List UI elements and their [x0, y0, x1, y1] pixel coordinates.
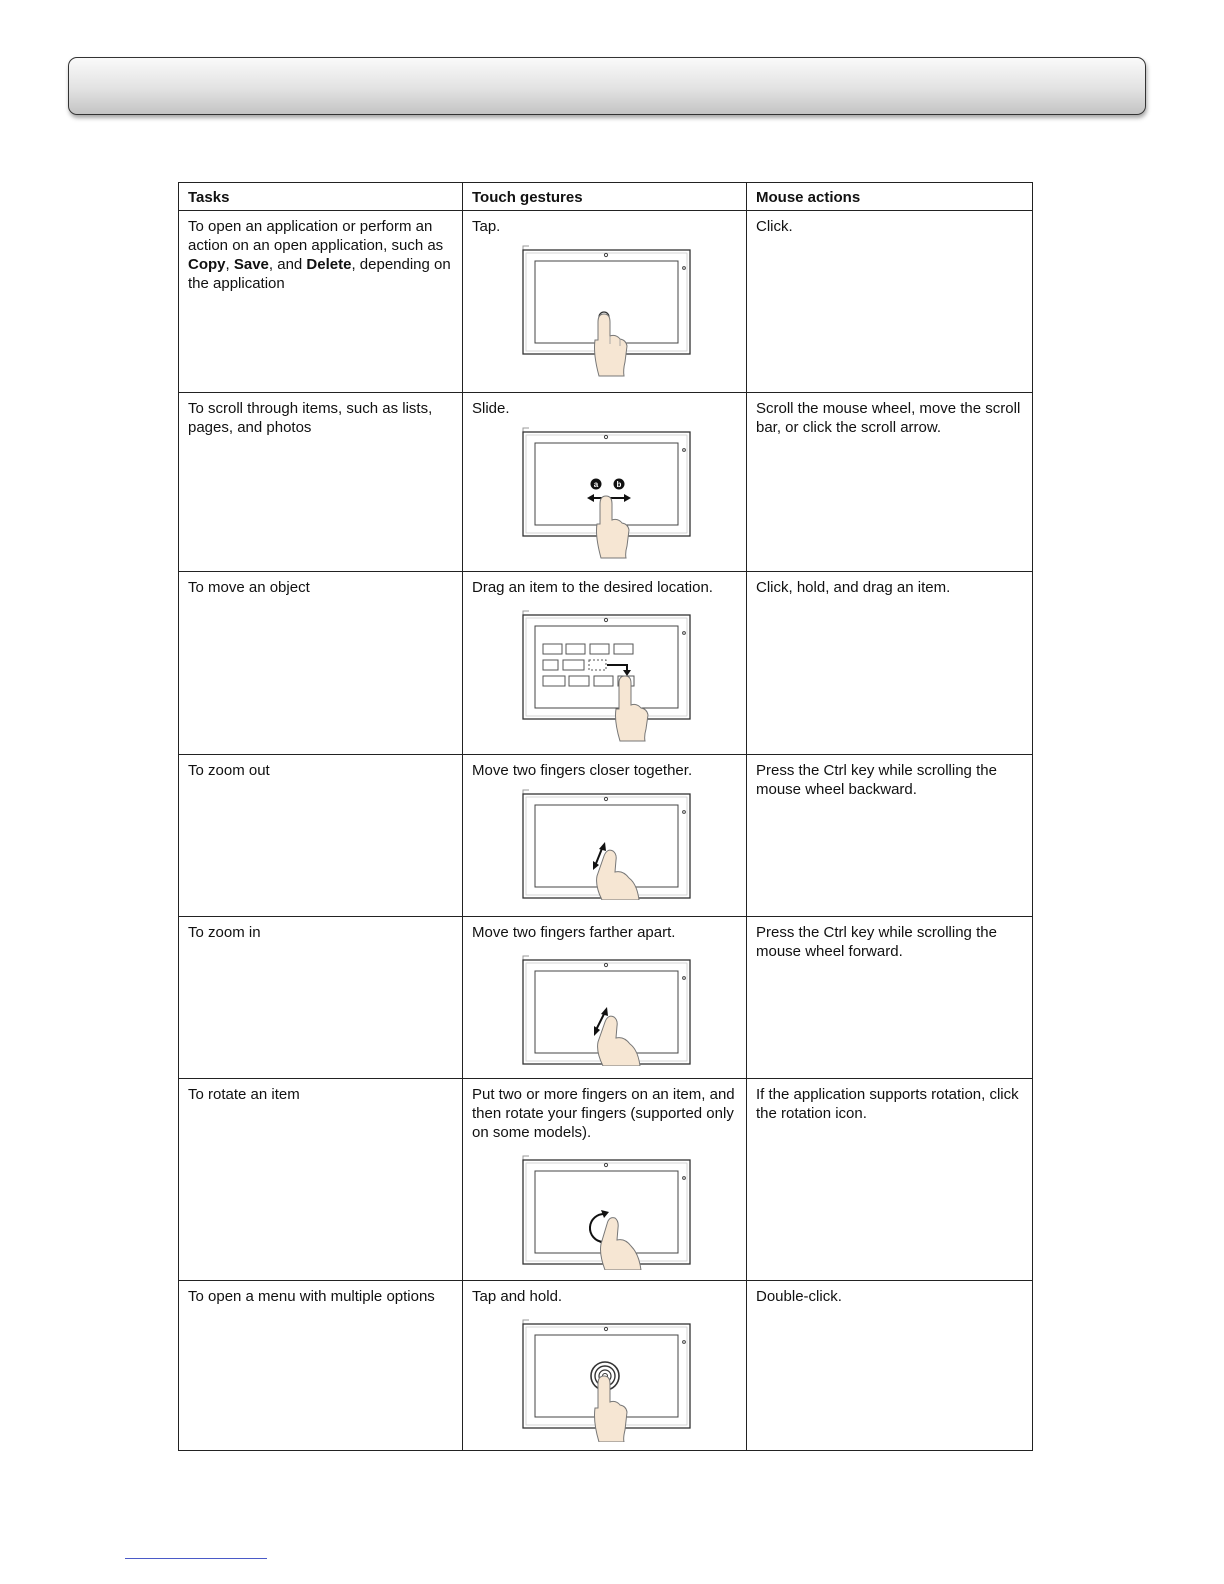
table-row — [179, 917, 1033, 1079]
task-cell: To zoom in — [179, 917, 463, 1079]
touch-gesture-text: Slide. — [472, 400, 510, 417]
table-row — [179, 755, 1033, 917]
svg-text:a: a — [593, 480, 599, 489]
task-cell: To open an application or perform an action on an open application, such as Copy, Save, and Delete, depending on the application — [179, 211, 463, 393]
touch-gesture-text: Tap and hold. — [472, 1288, 563, 1305]
svg-text:b: b — [616, 480, 622, 489]
touch-gesture-cell — [463, 572, 747, 755]
touch-gestures-column-header: Touch gestures — [463, 183, 747, 211]
table-row — [179, 1079, 1033, 1281]
task-cell: To scroll through items, such as lists, pages, and photos — [179, 393, 463, 572]
mouse-action-cell: Double-click. — [747, 1281, 1033, 1451]
slide-gesture-icon — [519, 426, 694, 560]
mouse-action-cell: Press the Ctrl key while scrolling the mouse wheel backward. — [747, 755, 1033, 917]
touch-gesture-cell — [463, 755, 747, 917]
gestures-table — [178, 182, 1033, 1451]
page-header-banner — [68, 57, 1146, 115]
task-cell: To zoom out — [179, 755, 463, 917]
table-header-row — [179, 183, 1033, 211]
mouse-action-cell: Scroll the mouse wheel, move the scroll bar, or click the scroll arrow. — [747, 393, 1033, 572]
touch-gesture-text: Tap. — [472, 218, 501, 235]
touch-gesture-text: Move two fingers farther apart. — [472, 924, 676, 941]
table-row — [179, 211, 1033, 393]
task-cell: To rotate an item — [179, 1079, 463, 1281]
rotate-gesture-icon — [519, 1154, 694, 1270]
task-cell: To open a menu with multiple options — [179, 1281, 463, 1451]
table-row — [179, 572, 1033, 755]
drag-gesture-icon — [519, 609, 694, 743]
touch-gesture-cell — [463, 1281, 747, 1451]
task-cell: To move an object — [179, 572, 463, 755]
touch-gesture-text: Move two fingers closer together. — [472, 762, 693, 779]
mouse-actions-column-header: Mouse actions — [747, 183, 1033, 211]
mouse-action-cell: Press the Ctrl key while scrolling the mouse wheel forward. — [747, 917, 1033, 1079]
touch-gesture-cell — [463, 1079, 747, 1281]
mouse-action-cell: Click. — [747, 211, 1033, 393]
touch-gesture-text: Put two or more fingers on an item, and then rotate your fingers (supported only on some models). — [472, 1086, 735, 1141]
spread-gesture-icon — [519, 954, 694, 1066]
touch-gesture-cell — [463, 211, 747, 393]
footer-link-underline — [125, 1558, 267, 1559]
mouse-action-cell: Click, hold, and drag an item. — [747, 572, 1033, 755]
table-row — [179, 393, 1033, 572]
tap-gesture-icon — [519, 244, 694, 380]
mouse-action-cell: If the application supports rotation, click the rotation icon. — [747, 1079, 1033, 1281]
tasks-column-header: Tasks — [179, 183, 463, 211]
touch-gesture-cell — [463, 393, 747, 572]
pinch-gesture-icon — [519, 788, 694, 900]
tap-hold-gesture-icon — [519, 1318, 694, 1442]
table-row — [179, 1281, 1033, 1451]
touch-gesture-text: Drag an item to the desired location. — [472, 579, 713, 596]
touch-gesture-cell — [463, 917, 747, 1079]
